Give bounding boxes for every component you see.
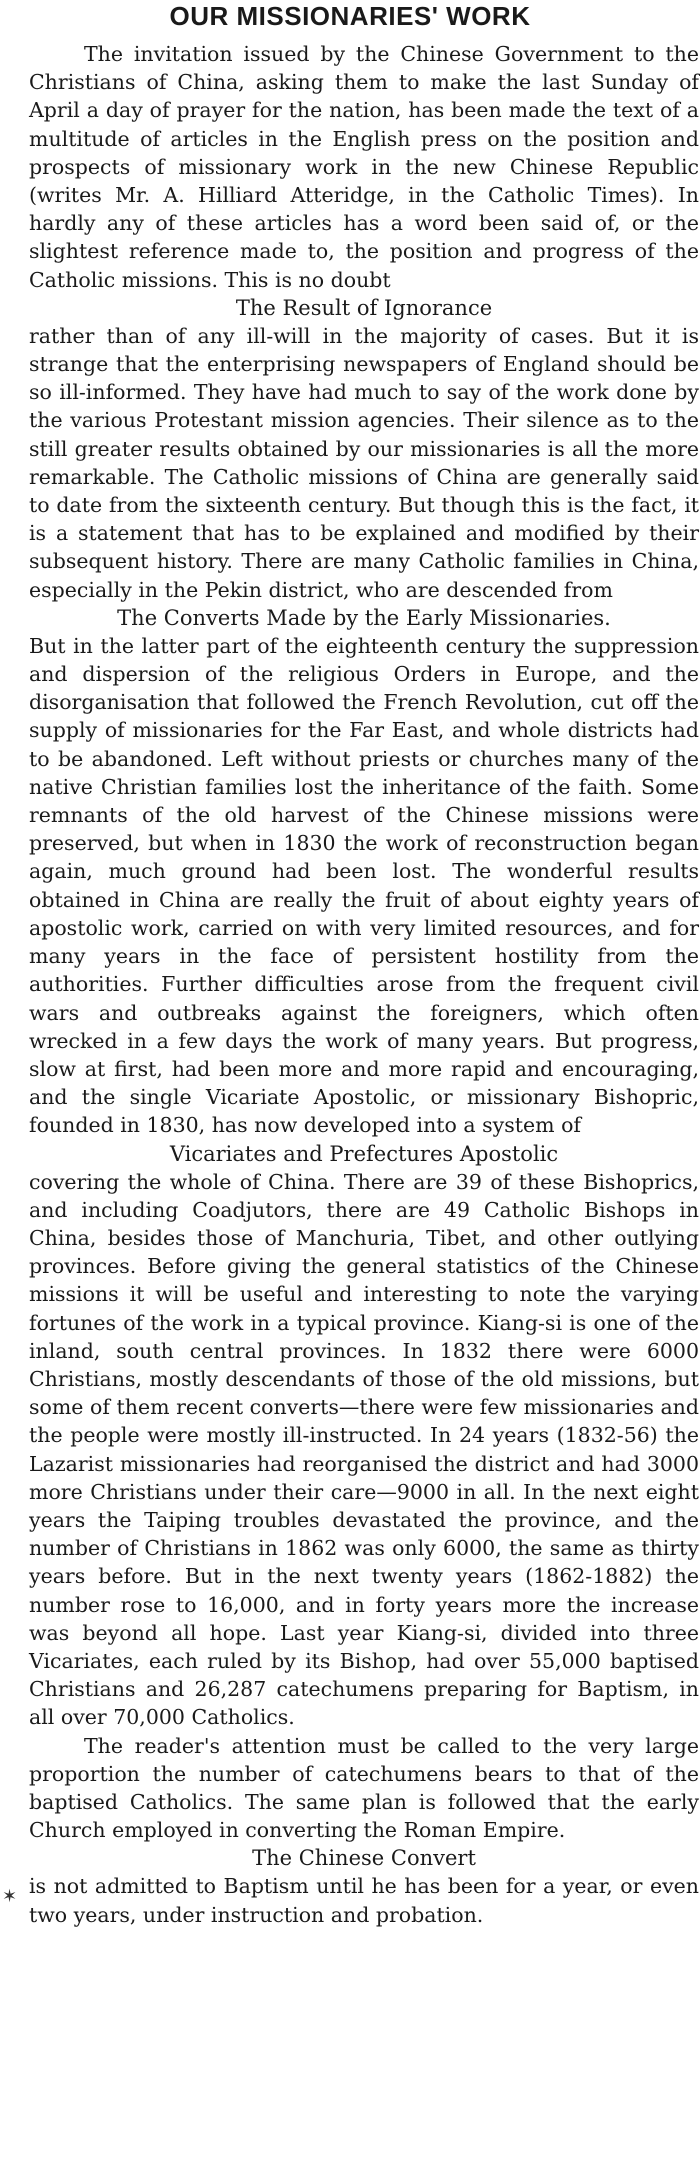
subheading-vicariates: Vicariates and Prefectures Apostolic (169, 1141, 559, 1166)
paragraph-1: The invitation issued by the Chinese Government to the Christians of China, asking them to make the last Sunday of April a day of prayer for the nation, has been made the text of a multitude of articles in the English press on the position and prospects of missionary work in the new Chinese Republic (writes Mr. A. Hilliard Atteridge, in the Catholic Times). In hardly any of these articles has a word been said of, or the slightest reference made to, the position and progress of the Catholic missions. This is no doubt (29, 42, 699, 292)
paragraph-6: is not admitted to Baptism until he has been for a year, or even two years, under instruction and probation. (29, 1874, 699, 1927)
article-title: OUR MISSIONARIES' WORK (169, 1, 531, 31)
subheading-result-of-ignorance: The Result of Ignorance (235, 295, 493, 320)
subheading-chinese-convert: The Chinese Convert (252, 1846, 476, 1871)
margin-mark: ✶ (2, 1886, 18, 1907)
paragraph-2: rather than of any ill-will in the majority of cases. But it is strange that the enterprising newspapers of England should be so ill-informed. They have had much to say of the work done by the various Protestant mission agencies. Their silence as to the still greater results obtained by our missionaries is all the more remarkable. The Catholic missions of China are generally said to date from the sixteenth century. But though this is the fact, it is a statement that has to be explained and modified by their subsequent history. There are many Catholic families in China, especially in the Pekin district, who are descended from (29, 323, 699, 602)
article-body (29, 40, 699, 1929)
subheading-early-converts: The Converts Made by the Early Missionaries. (117, 605, 611, 630)
paragraph-5: The reader's attention must be called to the very large proportion the number of catechumens bears to that of the baptised Catholics. The same plan is followed that the early Church employed in converting the Roman Empire. (29, 1733, 699, 1843)
paragraph-4: covering the whole of China. There are 39 of these Bishoprics, and including Coadjutors, there are 49 Catholic Bishops in China, besides those of Manchuria, Tibet, and other outlying provinces. Before giving the general statistics of the Chinese missions it will be useful and interesting to note the varying fortunes of the work in a typical province. Kiang-si is one of the inland, south central provinces. In 1832 there were 6000 Christians, mostly descendants of those of the old missions, but some of them recent converts—there were few missionaries and the people were mostly ill-instructed. In 24 years (1832-56) the Lazarist missionaries had reorganised the district and had 3000 more Christians under their care—9000 in all. In the next eight years the Taiping troubles devastated the province, and the number of Christians in 1862 was only 6000, the same as thirty years before. But in the next twenty years (1862-1882) the number rose to 16,000, and in forty years more the increase was beyond all hope. Last year Kiang-si, divided into three Vicariates, each ruled by its Bishop, had over 55,000 baptised Christians and 26,287 catechumens preparing for Baptism, in all over 70,000 Catholics. (29, 1169, 699, 1730)
paragraph-3: But in the latter part of the eighteenth century the suppression and dispersion of the religious Orders in Europe, and the disorganisation that followed the French Revolution, cut off the supply of missionaries for the Far East, and whole districts had to be abandoned. Left without priests or churches many of the native Christian families lost the inheritance of the faith. Some remnants of the old harvest of the Chinese missions were preserved, but when in 1830 the work of reconstruction began again, much ground had been lost. The wonderful results obtained in China are really the fruit of about eighty years of apostolic work, carried on with very limited resources, and for many years in the face of persistent hostility from the authorities. Further difficulties arose from the frequent civil wars and outbreaks against the foreigners, which often wrecked in a few days the work of many years. But progress, slow at first, had been more and more rapid and encouraging, and the single Vicariate Apostolic, or missionary Bishopric, founded in 1830, has now developed into a system of (29, 633, 699, 1138)
